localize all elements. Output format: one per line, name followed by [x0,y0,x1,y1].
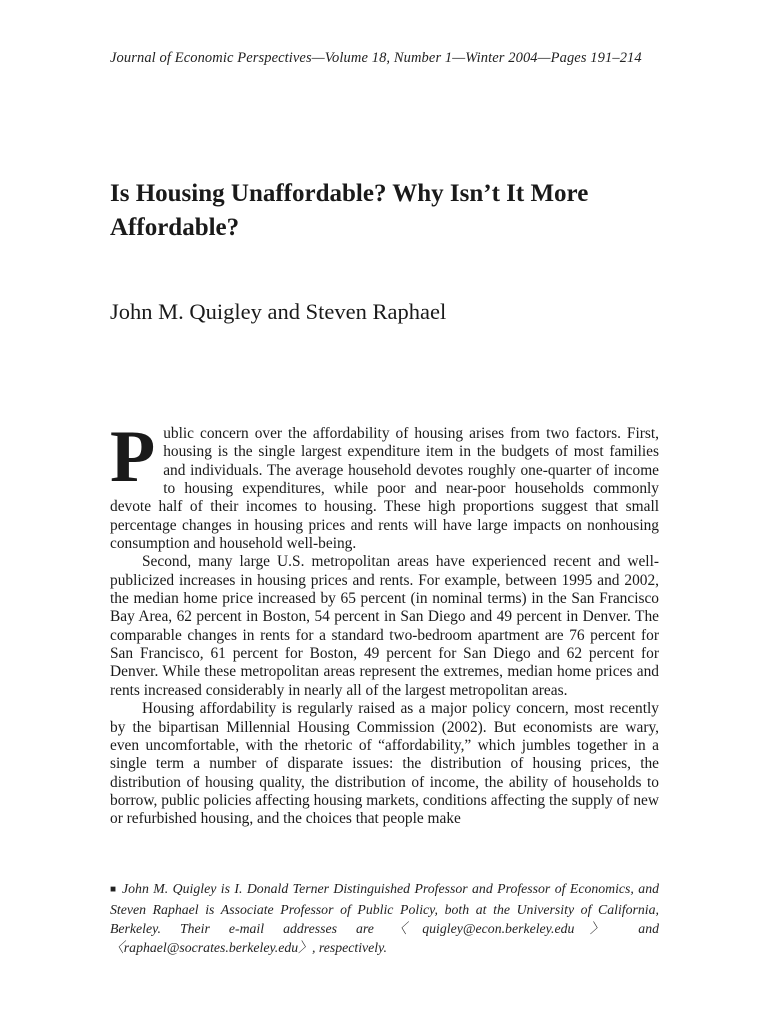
journal-header: Journal of Economic Perspectives—Volume 18, Number 1—Winter 2004—Pages 191–214 [110,50,642,66]
author-footnote [110,879,659,957]
paragraph-2: Second, many large U.S. metropolitan areas have experienced recent and well-publicized increases in housing prices and rents. For example, between 1995 and 2002, the median home price increased by 65 percent (in nominal terms) in the San Francisco Bay Area, 62 percent in Boston, 54 percent in San Diego and 49 percent in Denver. The comparable changes in rents for a standard two-bedroom apartment are 76 percent for San Francisco, 61 percent for Boston, 49 percent for San Diego and 62 percent for Denver. While these metropolitan areas represent the extremes, median home prices and rents increased considerably in nearly all of the largest metropolitan areas. [110,553,659,699]
paragraph-1 [110,416,659,553]
article-body [110,416,659,829]
article-authors: John M. Quigley and Steven Raphael [110,299,447,324]
footnote-marker: ■ [110,884,118,895]
paragraph-1-text: ublic concern over the affordability of housing arises from two factors. First, housing is the single largest expenditure item in the budgets of most families and individuals. The average household devotes roughly one-quarter of income to housing expenditures, while poor and near-poor households commonly devote half of their incomes to housing. These high proportions suggest that small percentage changes in housing prices and rents will have large impacts on nonhousing consumption and household well-being. [110,425,659,553]
paragraph-3: Housing affordability is regularly raised as a major policy concern, most recently by the bipartisan Millennial Housing Commission (2002). But economists are wary, even uncomfortable, with the rhetoric of “affordability,” which jumbles together in a single term a number of disparate issues: the distribution of housing prices, the distribution of housing quality, the distribution of income, the ability of households to borrow, public policies affecting housing markets, conditions affecting the supply of new or refurbished housing, and the choices that people make [110,700,659,828]
drop-cap: P [110,416,156,498]
footnote-text: John M. Quigley is I. Donald Terner Distinguished Professor and Professor of Economics, and Steven Raphael is Associate Professor of Public Policy, both at the University of California, Berkeley. Their e-mail addresses are 〈quigley@econ.berkeley.edu〉 and 〈raphael@socrates.berkeley.edu〉, respectively. [110,881,659,955]
article-title: Is Housing Unaffordable? Why Isn’t It More Affordable? [110,180,589,241]
